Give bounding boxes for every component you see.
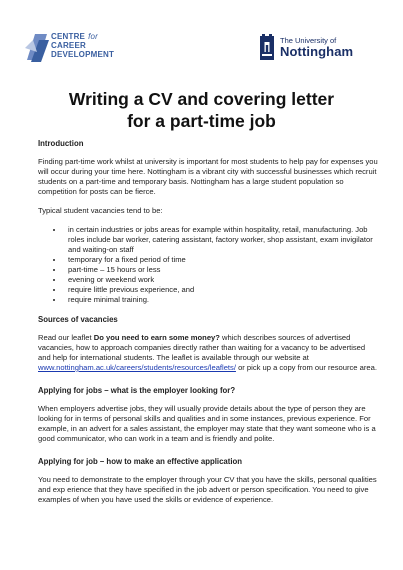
applying-heading: Applying for jobs – what is the employer looking for? <box>38 386 236 395</box>
leaflet-title: Do you need to earn some money? <box>93 333 220 342</box>
intro-heading: Introduction <box>38 139 84 148</box>
list-item: • evening or weekend work <box>64 275 379 285</box>
ccd-logo-mark <box>25 30 51 64</box>
centre-career-development-logo <box>25 30 165 68</box>
title-line-1: Writing a CV and covering letter <box>68 89 335 109</box>
leaflets-link[interactable]: www.nottingham.ac.uk/careers/students/resources/leaflets/ <box>38 363 236 372</box>
university-small-text: The University of <box>280 36 337 45</box>
effective-application-paragraph: You need to demonstrate to the employer through your CV that you have the skills, personal qualities and exp erience that they have specified in the job advert or person specification. You need to give examples of when you have used the skills or evidence of experience. <box>38 475 377 504</box>
title-line-2: for a part-time job <box>127 111 276 131</box>
list-item: • temporary for a fixed period of time <box>64 255 379 265</box>
ccd-line-2: CAREER <box>51 41 86 50</box>
page-title <box>20 88 383 132</box>
list-item: • require minimal training. <box>64 295 379 305</box>
sources-paragraph: Read our leaflet Do you need to earn some money? which describes sources of advertised vacancies, how to approach companies directly rather than waiting for a vacancy to be advertised and help for international students. The leaflet is available through our website at www.nottingham.ac.uk/careers/students/resources/leaflets/ or pick up a copy from our resource area. <box>38 333 377 372</box>
university-name: Nottingham <box>280 44 354 59</box>
list-item: • in certain industries or jobs areas for example within hospitality, retail, manufacturing. Job roles include bar worker, catering assistant, factory worker, shop assistant, exam invigilator and waiting-on staff <box>64 225 379 255</box>
document-body <box>38 139 379 514</box>
vacancy-types-list <box>38 225 379 305</box>
ccd-for: for <box>88 32 99 41</box>
castle-crest-icon <box>258 34 276 62</box>
list-item: • require little previous experience, and <box>64 285 379 295</box>
effective-application-heading: Applying for job – how to make an effective application <box>38 457 243 466</box>
sources-heading: Sources of vacancies <box>38 315 118 324</box>
intro-paragraph: Finding part-time work whilst at university is important for most students to help pay for expenses you will occur during your time here. Nottingham is a vibrant city with successful businesses which recruit students on a part-time and temporary basis. Nottingham has a large student population so competition for posts can be fierce. <box>38 157 378 196</box>
vacancies-list-intro: Typical student vacancies tend to be: <box>38 206 163 215</box>
page-header <box>22 24 381 72</box>
ccd-line-1: CENTRE <box>51 32 86 41</box>
ccd-line-3: DEVELOPMENT <box>51 50 115 59</box>
university-of-nottingham-logo <box>258 34 378 66</box>
list-item: • part-time – 15 hours or less <box>64 265 379 275</box>
applying-paragraph: When employers advertise jobs, they will usually provide details about the type of person they are looking for in terms of personal skills and qualities and in some instances, previous experience. For example, in an advert for a sales assistant, the employer may state that they want someone who is a good communicator, who can work in a team and is friendly and polite. <box>38 404 376 443</box>
